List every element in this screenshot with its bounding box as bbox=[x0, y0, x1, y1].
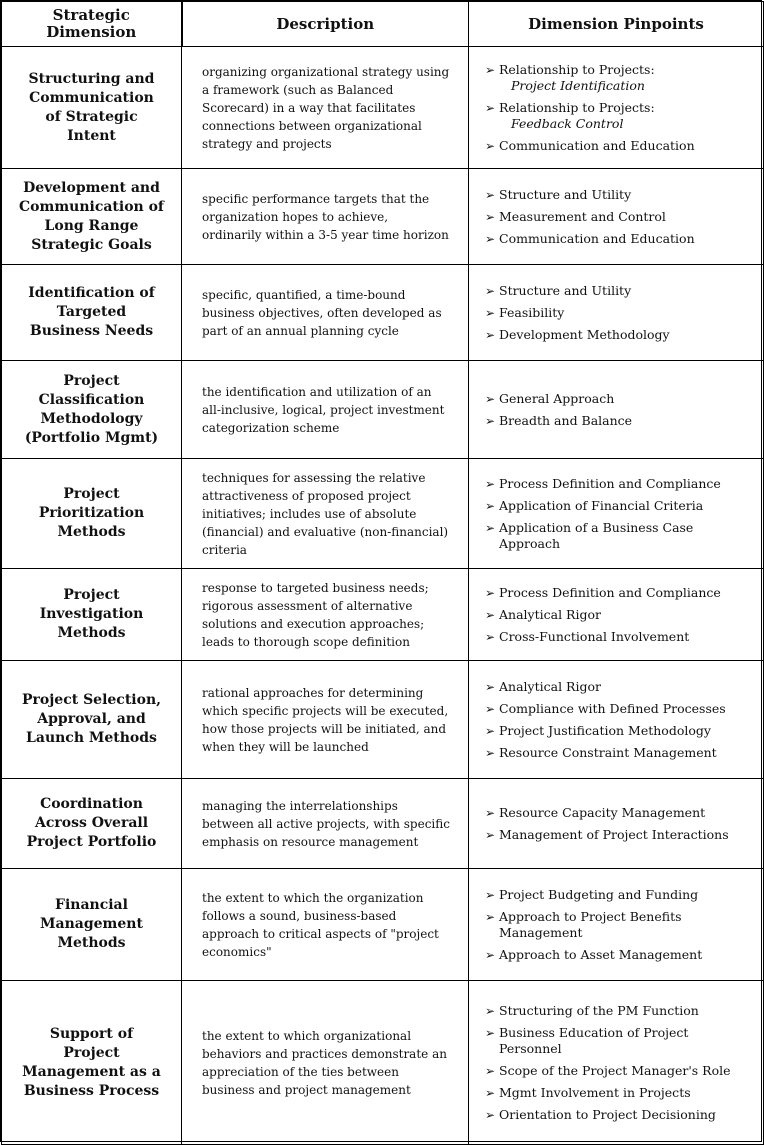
dimension-pinpoints-cell bbox=[469, 459, 764, 569]
description-cell bbox=[182, 869, 469, 981]
pinpoint-item bbox=[485, 413, 753, 429]
pinpoint-label: Compliance with Defined Processes bbox=[499, 700, 726, 716]
description-text: specific, quantified, a time-bound business objectives, often developed as part of an annual planning cycle bbox=[202, 287, 442, 338]
pinpoint-text-wrap bbox=[499, 827, 753, 843]
arrow-bullet-icon: ➢ bbox=[485, 679, 496, 694]
pinpoint-label: Approach to Project Benefits Management bbox=[499, 908, 682, 940]
pinpoint-item bbox=[485, 391, 753, 407]
pinpoint-text-wrap bbox=[499, 100, 753, 132]
pinpoint-label: Cross-Functional Involvement bbox=[499, 628, 690, 644]
arrow-bullet-icon: ➢ bbox=[485, 909, 496, 924]
pinpoint-text-wrap bbox=[499, 805, 753, 821]
dimension-pinpoints-cell bbox=[469, 169, 764, 265]
description-cell bbox=[182, 661, 469, 779]
dimension-pinpoints-cell bbox=[469, 779, 764, 869]
pinpoint-label: Analytical Rigor bbox=[499, 606, 601, 622]
description-cell bbox=[182, 569, 469, 661]
description-cell bbox=[182, 265, 469, 361]
pinpoint-label: Mgmt Involvement in Projects bbox=[499, 1084, 691, 1100]
pinpoint-text-wrap bbox=[499, 520, 753, 552]
pinpoint-label: Structure and Utility bbox=[499, 186, 632, 202]
arrow-bullet-icon: ➢ bbox=[485, 1085, 496, 1100]
table-row bbox=[2, 361, 764, 459]
arrow-bullet-icon: ➢ bbox=[485, 1107, 496, 1122]
arrow-bullet-icon: ➢ bbox=[485, 209, 496, 224]
pinpoint-text-wrap bbox=[499, 305, 753, 321]
arrow-bullet-icon: ➢ bbox=[485, 1003, 496, 1018]
arrow-bullet-icon: ➢ bbox=[485, 520, 496, 535]
pinpoint-text-wrap bbox=[499, 476, 753, 492]
dimension-pinpoints-cell bbox=[469, 47, 764, 169]
arrow-bullet-icon: ➢ bbox=[485, 100, 496, 115]
description-text: specific performance targets that the organization hopes to achieve, ordinarily within a 3-5 year time horizon bbox=[202, 191, 449, 242]
pinpoint-item bbox=[485, 209, 753, 225]
pinpoint-text-wrap bbox=[499, 327, 753, 343]
dimension-pinpoints-cell bbox=[469, 869, 764, 981]
arrow-bullet-icon: ➢ bbox=[485, 231, 496, 246]
pinpoint-text-wrap bbox=[499, 607, 753, 623]
pinpoint-label: General Approach bbox=[499, 390, 615, 406]
arrow-bullet-icon: ➢ bbox=[485, 1063, 496, 1078]
pinpoint-item bbox=[485, 585, 753, 601]
pinpoint-item bbox=[485, 1063, 753, 1079]
arrow-bullet-icon: ➢ bbox=[485, 305, 496, 320]
description-cell bbox=[182, 361, 469, 459]
header-description: Description bbox=[182, 2, 469, 47]
pinpoint-label: Management of Project Interactions bbox=[499, 826, 729, 842]
dimension-pinpoints-cell bbox=[469, 569, 764, 661]
pinpoint-label: Process Definition and Compliance bbox=[499, 475, 721, 491]
header-dimension-pinpoints: Dimension Pinpoints bbox=[469, 2, 764, 47]
pinpoint-item bbox=[485, 629, 753, 645]
pinpoint-text-wrap bbox=[499, 701, 753, 717]
pinpoint-label: Business Education of Project Personnel bbox=[499, 1024, 689, 1056]
pinpoint-text-wrap bbox=[499, 138, 753, 154]
table-row bbox=[2, 661, 764, 779]
pinpoint-text-wrap bbox=[499, 745, 753, 761]
arrow-bullet-icon: ➢ bbox=[485, 391, 496, 406]
pinpoint-item bbox=[485, 679, 753, 695]
pinpoint-item bbox=[485, 607, 753, 623]
strategic-dimension-cell: Identification of Targeted Business Needs bbox=[2, 265, 182, 361]
arrow-bullet-icon: ➢ bbox=[485, 327, 496, 342]
pinpoint-label: Application of Financial Criteria bbox=[499, 497, 704, 513]
pinpoint-text-wrap bbox=[499, 62, 753, 94]
pinpoint-item bbox=[485, 100, 753, 132]
description-cell bbox=[182, 459, 469, 569]
pinpoint-item bbox=[485, 283, 753, 299]
arrow-bullet-icon: ➢ bbox=[485, 187, 496, 202]
arrow-bullet-icon: ➢ bbox=[485, 629, 496, 644]
pinpoint-item bbox=[485, 327, 753, 343]
description-text: managing the interrelationships between all active projects, with specific emphasis on resource management bbox=[202, 798, 450, 849]
pinpoint-text-wrap bbox=[499, 1063, 753, 1079]
description-cell bbox=[182, 981, 469, 1145]
pinpoint-item bbox=[485, 476, 753, 492]
pinpoint-item bbox=[485, 909, 753, 941]
table-row bbox=[2, 981, 764, 1145]
arrow-bullet-icon: ➢ bbox=[485, 745, 496, 760]
arrow-bullet-icon: ➢ bbox=[485, 723, 496, 738]
pinpoint-text-wrap bbox=[499, 909, 753, 941]
pinpoint-text-wrap bbox=[499, 391, 753, 407]
pinpoint-sublabel: Feedback Control bbox=[511, 115, 624, 131]
pinpoint-label: Structure and Utility bbox=[499, 282, 632, 298]
arrow-bullet-icon: ➢ bbox=[485, 498, 496, 513]
strategic-dimension-cell: Development and Communication of Long Range Strategic Goals bbox=[2, 169, 182, 265]
pinpoint-label: Measurement and Control bbox=[499, 208, 666, 224]
pinpoint-label: Process Definition and Compliance bbox=[499, 584, 721, 600]
arrow-bullet-icon: ➢ bbox=[485, 476, 496, 491]
pinpoint-label: Communication and Education bbox=[499, 230, 695, 246]
pinpoint-label: Development Methodology bbox=[499, 326, 670, 342]
pinpoint-item bbox=[485, 498, 753, 514]
pinpoint-item bbox=[485, 701, 753, 717]
table-row bbox=[2, 459, 764, 569]
pinpoint-text-wrap bbox=[499, 1003, 753, 1019]
pinpoint-label: Analytical Rigor bbox=[499, 678, 601, 694]
pinpoint-label: Feasibility bbox=[499, 304, 565, 320]
pinpoint-item bbox=[485, 745, 753, 761]
strategic-dimension-cell: Support of Project Management as a Business Process bbox=[2, 981, 182, 1145]
strategic-dimensions-table bbox=[1, 1, 764, 1145]
arrow-bullet-icon: ➢ bbox=[485, 701, 496, 716]
strategic-dimension-cell: Financial Management Methods bbox=[2, 869, 182, 981]
pinpoint-text-wrap bbox=[499, 887, 753, 903]
pinpoint-text-wrap bbox=[499, 947, 753, 963]
description-text: response to targeted business needs; rigorous assessment of alternative solutions and execution approaches; leads to thorough scope definition bbox=[202, 580, 429, 649]
dimension-pinpoints-cell bbox=[469, 361, 764, 459]
pinpoint-text-wrap bbox=[499, 1107, 753, 1123]
description-cell bbox=[182, 169, 469, 265]
pinpoint-text-wrap bbox=[499, 498, 753, 514]
strategic-dimension-cell: Project Prioritization Methods bbox=[2, 459, 182, 569]
arrow-bullet-icon: ➢ bbox=[485, 138, 496, 153]
pinpoint-item bbox=[485, 138, 753, 154]
pinpoint-text-wrap bbox=[499, 723, 753, 739]
description-text: organizing organizational strategy using a framework (such as Balanced Scorecard) in a way that facilitates connections between organizational strategy and projects bbox=[202, 64, 450, 151]
pinpoint-label: Relationship to Projects: bbox=[499, 61, 655, 77]
pinpoint-item bbox=[485, 231, 753, 247]
pinpoint-label: Project Justification Methodology bbox=[499, 722, 711, 738]
table-row bbox=[2, 265, 764, 361]
strategic-dimension-cell: Project Selection, Approval, and Launch Methods bbox=[2, 661, 182, 779]
dimension-pinpoints-cell bbox=[469, 981, 764, 1145]
pinpoint-item bbox=[485, 1025, 753, 1057]
arrow-bullet-icon: ➢ bbox=[485, 827, 496, 842]
pinpoint-label: Scope of the Project Manager's Role bbox=[499, 1062, 731, 1078]
arrow-bullet-icon: ➢ bbox=[485, 887, 496, 902]
pinpoint-text-wrap bbox=[499, 209, 753, 225]
pinpoint-text-wrap bbox=[499, 629, 753, 645]
pinpoint-text-wrap bbox=[499, 585, 753, 601]
header-strategic-dimension: Strategic Dimension bbox=[2, 2, 182, 47]
strategic-dimension-cell: Structuring and Communication of Strategic Intent bbox=[2, 47, 182, 169]
pinpoint-text-wrap bbox=[499, 187, 753, 203]
table-row bbox=[2, 47, 764, 169]
pinpoint-label: Structuring of the PM Function bbox=[499, 1002, 699, 1018]
table-row bbox=[2, 169, 764, 265]
description-text: the identification and utilization of an all-inclusive, logical, project investment categorization scheme bbox=[202, 384, 445, 435]
pinpoint-text-wrap bbox=[499, 679, 753, 695]
strategic-dimension-cell: Project Investigation Methods bbox=[2, 569, 182, 661]
pinpoint-label: Relationship to Projects: bbox=[499, 99, 655, 115]
arrow-bullet-icon: ➢ bbox=[485, 947, 496, 962]
pinpoint-item bbox=[485, 805, 753, 821]
strategic-dimension-cell: Project Classification Methodology (Portfolio Mgmt) bbox=[2, 361, 182, 459]
pinpoint-item bbox=[485, 887, 753, 903]
pinpoint-label: Application of a Business Case Approach bbox=[499, 519, 694, 551]
pinpoint-item bbox=[485, 187, 753, 203]
description-cell bbox=[182, 47, 469, 169]
pinpoint-item bbox=[485, 62, 753, 94]
table-row bbox=[2, 779, 764, 869]
pinpoint-item bbox=[485, 947, 753, 963]
arrow-bullet-icon: ➢ bbox=[485, 283, 496, 298]
description-text: rational approaches for determining which specific projects will be executed, how those projects will be initiated, and when they will be launched bbox=[202, 685, 449, 754]
description-text: the extent to which the organization follows a sound, business-based approach to critical aspects of "project economics" bbox=[202, 890, 439, 959]
pinpoint-sublabel: Project Identification bbox=[511, 77, 645, 93]
pinpoint-label: Project Budgeting and Funding bbox=[499, 886, 699, 902]
header-row bbox=[2, 2, 764, 47]
arrow-bullet-icon: ➢ bbox=[485, 585, 496, 600]
pinpoint-item bbox=[485, 827, 753, 843]
arrow-bullet-icon: ➢ bbox=[485, 805, 496, 820]
pinpoint-label: Resource Capacity Management bbox=[499, 804, 706, 820]
arrow-bullet-icon: ➢ bbox=[485, 413, 496, 428]
pinpoint-item bbox=[485, 1085, 753, 1101]
pinpoint-text-wrap bbox=[499, 231, 753, 247]
arrow-bullet-icon: ➢ bbox=[485, 62, 496, 77]
pinpoint-label: Breadth and Balance bbox=[499, 412, 633, 428]
description-text: techniques for assessing the relative attractiveness of proposed project initiatives; includes use of absolute (financial) and evaluative (non-financial) criteria bbox=[202, 470, 449, 557]
pinpoint-item bbox=[485, 305, 753, 321]
pinpoint-item bbox=[485, 723, 753, 739]
pinpoint-text-wrap bbox=[499, 283, 753, 299]
pinpoint-label: Communication and Education bbox=[499, 137, 695, 153]
pinpoint-text-wrap bbox=[499, 413, 753, 429]
arrow-bullet-icon: ➢ bbox=[485, 1025, 496, 1040]
pinpoint-text-wrap bbox=[499, 1025, 753, 1057]
table-row bbox=[2, 569, 764, 661]
table-row bbox=[2, 869, 764, 981]
strategic-dimension-cell: Coordination Across Overall Project Portfolio bbox=[2, 779, 182, 869]
description-text: the extent to which organizational behaviors and practices demonstrate an appreciation of the ties between business and project management bbox=[202, 1028, 447, 1097]
pinpoint-label: Resource Constraint Management bbox=[499, 744, 717, 760]
pinpoint-item bbox=[485, 520, 753, 552]
dimension-pinpoints-cell bbox=[469, 661, 764, 779]
dimension-pinpoints-cell bbox=[469, 265, 764, 361]
arrow-bullet-icon: ➢ bbox=[485, 607, 496, 622]
pinpoint-label: Orientation to Project Decisioning bbox=[499, 1106, 716, 1122]
pinpoint-text-wrap bbox=[499, 1085, 753, 1101]
pinpoint-item bbox=[485, 1003, 753, 1019]
pinpoint-label: Approach to Asset Management bbox=[499, 946, 703, 962]
description-cell bbox=[182, 779, 469, 869]
pinpoint-item bbox=[485, 1107, 753, 1123]
